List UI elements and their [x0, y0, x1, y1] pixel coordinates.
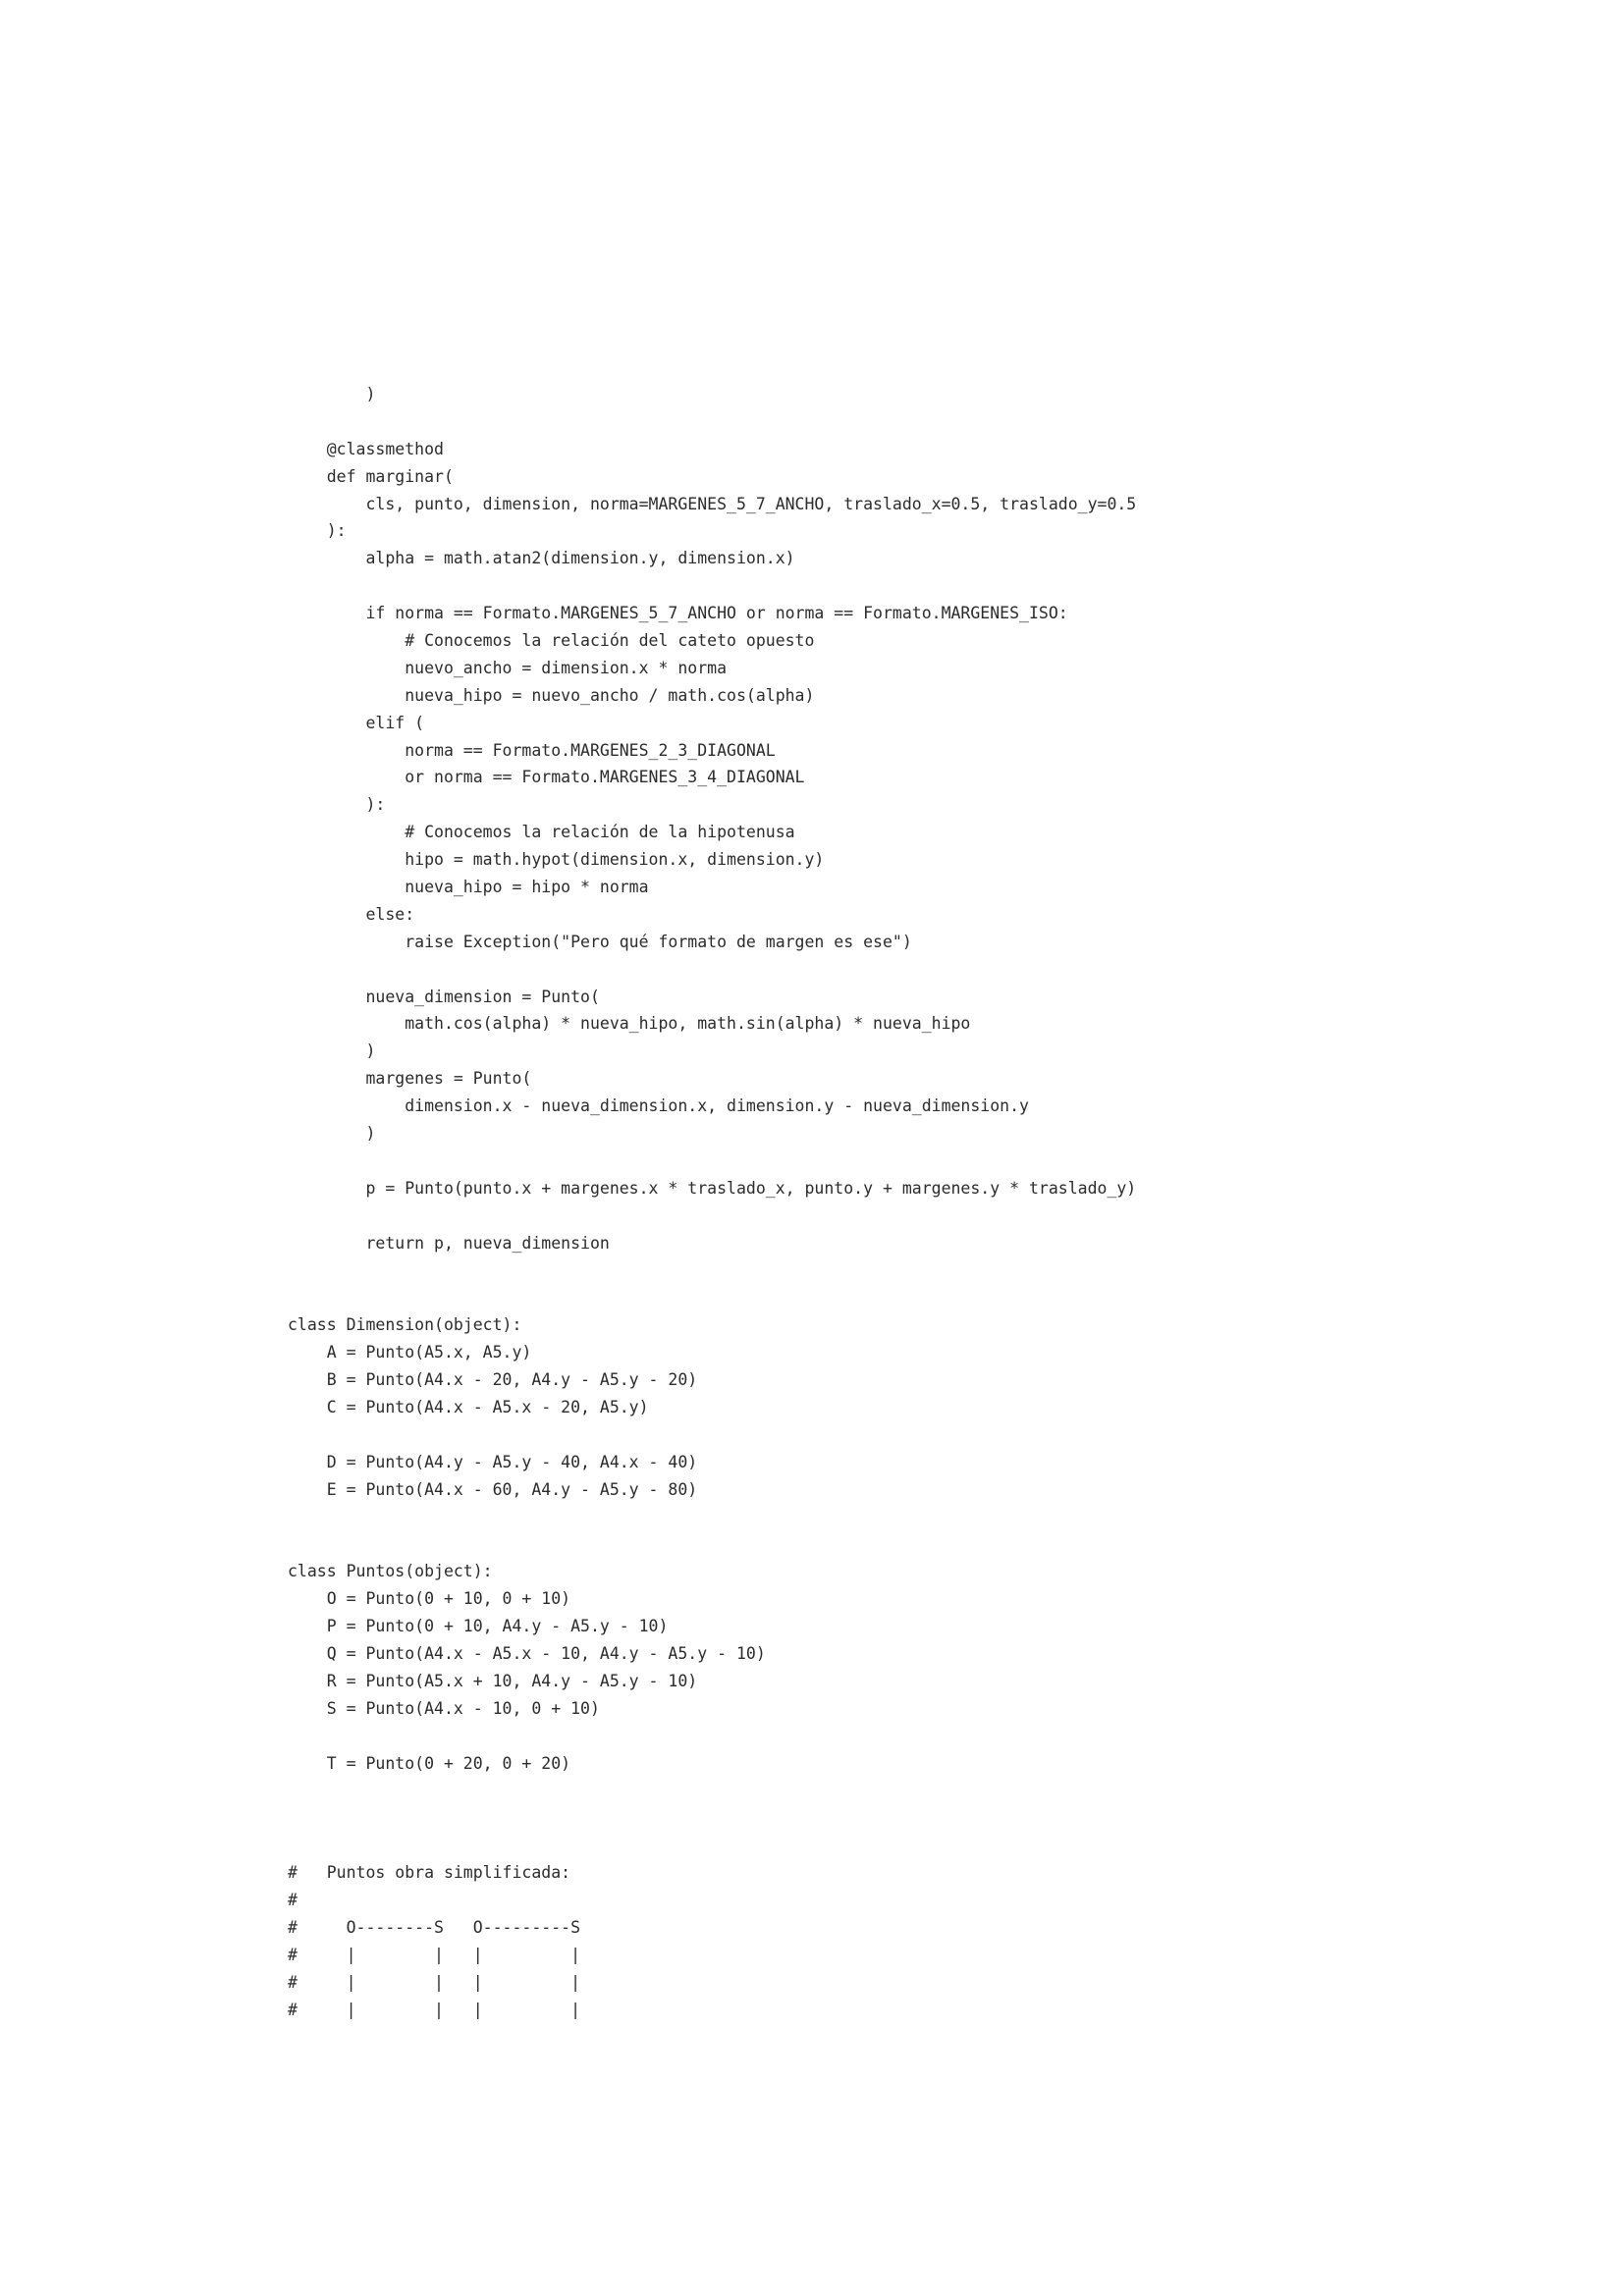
code-line: C = Punto(A4.x - A5.x - 20, A5.y): [288, 1397, 649, 1416]
blank-line: [288, 572, 1136, 600]
code-line: raise Exception("Pero qué formato de margen es ese"): [288, 932, 912, 951]
code-line: class Puntos(object):: [288, 1562, 493, 1581]
code-line: dimension.x - nueva_dimension.x, dimension.y - nueva_dimension.y: [288, 1096, 1029, 1116]
blank-line: [288, 1202, 1136, 1230]
blank-line: [288, 1832, 1136, 1859]
code-line: margenes = Punto(: [288, 1069, 532, 1089]
code-line: P = Punto(0 + 10, A4.y - A5.y - 10): [288, 1617, 669, 1636]
code-line: alpha = math.atan2(dimension.y, dimension.x): [288, 549, 795, 568]
code-line: def marginar(: [288, 466, 454, 486]
code-line: nuevo_ancho = dimension.x * norma: [288, 658, 728, 677]
code-line: # Conocemos la relación del cateto opuesto: [288, 631, 815, 651]
code-line: O = Punto(0 + 10, 0 + 10): [288, 1589, 571, 1609]
blank-line: [288, 1777, 1136, 1804]
code-line: R = Punto(A5.x + 10, A4.y - A5.y - 10): [288, 1671, 698, 1690]
blank-line: [288, 1530, 1136, 1558]
blank-line: [288, 1148, 1136, 1175]
code-line: nueva_hipo = nuevo_ancho / math.cos(alpha): [288, 685, 815, 705]
code-line: elif (: [288, 713, 425, 732]
code-line: norma == Formato.MARGENES_2_3_DIAGONAL: [288, 740, 776, 760]
blank-line: [288, 956, 1136, 984]
code-line: # | | | |: [288, 2000, 581, 2019]
code-line: ): [288, 1124, 376, 1144]
code-line: S = Punto(A4.x - 10, 0 + 10): [288, 1698, 600, 1718]
blank-line: [288, 1723, 1136, 1750]
code-line: p = Punto(punto.x + margenes.x * traslado_x, punto.y + margenes.y * traslado_y): [288, 1178, 1137, 1198]
code-line: ): [288, 1041, 376, 1061]
blank-line: [288, 1257, 1136, 1285]
code-line: E = Punto(A4.x - 60, A4.y - A5.y - 80): [288, 1479, 698, 1499]
code-line: ):: [288, 795, 386, 815]
code-listing: [288, 381, 1136, 2023]
code-line: cls, punto, dimension, norma=MARGENES_5_7_ANCHO, traslado_x=0.5, traslado_y=0.5: [288, 494, 1137, 513]
code-line: hipo = math.hypot(dimension.x, dimension.y): [288, 850, 825, 870]
code-line: A = Punto(A5.x, A5.y): [288, 1343, 532, 1362]
blank-line: [288, 1421, 1136, 1449]
code-line: ):: [288, 521, 347, 541]
code-line: # Conocemos la relación de la hipotenusa: [288, 823, 795, 842]
code-line: math.cos(alpha) * nueva_hipo, math.sin(alpha) * nueva_hipo: [288, 1014, 971, 1034]
code-line: nueva_hipo = hipo * norma: [288, 878, 649, 897]
blank-line: [288, 408, 1136, 436]
blank-line: [288, 1504, 1136, 1531]
code-line: ): [288, 385, 376, 403]
blank-line: [288, 1284, 1136, 1311]
code-line: nueva_dimension = Punto(: [288, 987, 600, 1006]
code-line: if norma == Formato.MARGENES_5_7_ANCHO or norma == Formato.MARGENES_ISO:: [288, 604, 1068, 623]
code-line: T = Punto(0 + 20, 0 + 20): [288, 1753, 571, 1773]
code-line: B = Punto(A4.x - 20, A4.y - A5.y - 20): [288, 1370, 698, 1390]
code-line: class Dimension(object):: [288, 1315, 522, 1335]
code-line: else:: [288, 904, 415, 924]
code-line: #: [288, 1890, 298, 1909]
code-line: # O--------S O---------S: [288, 1917, 581, 1937]
code-line: # | | | |: [288, 1945, 581, 1964]
code-line: D = Punto(A4.y - A5.y - 40, A4.x - 40): [288, 1452, 698, 1471]
code-line: # Puntos obra simplificada:: [288, 1863, 571, 1883]
code-line: Q = Punto(A4.x - A5.x - 10, A4.y - A5.y - 10): [288, 1643, 766, 1663]
code-line: return p, nueva_dimension: [288, 1233, 610, 1253]
blank-line: [288, 1804, 1136, 1832]
code-line: # | | | |: [288, 1972, 581, 1992]
code-line: @classmethod: [288, 439, 444, 458]
code-line: or norma == Formato.MARGENES_3_4_DIAGONAL: [288, 768, 805, 787]
